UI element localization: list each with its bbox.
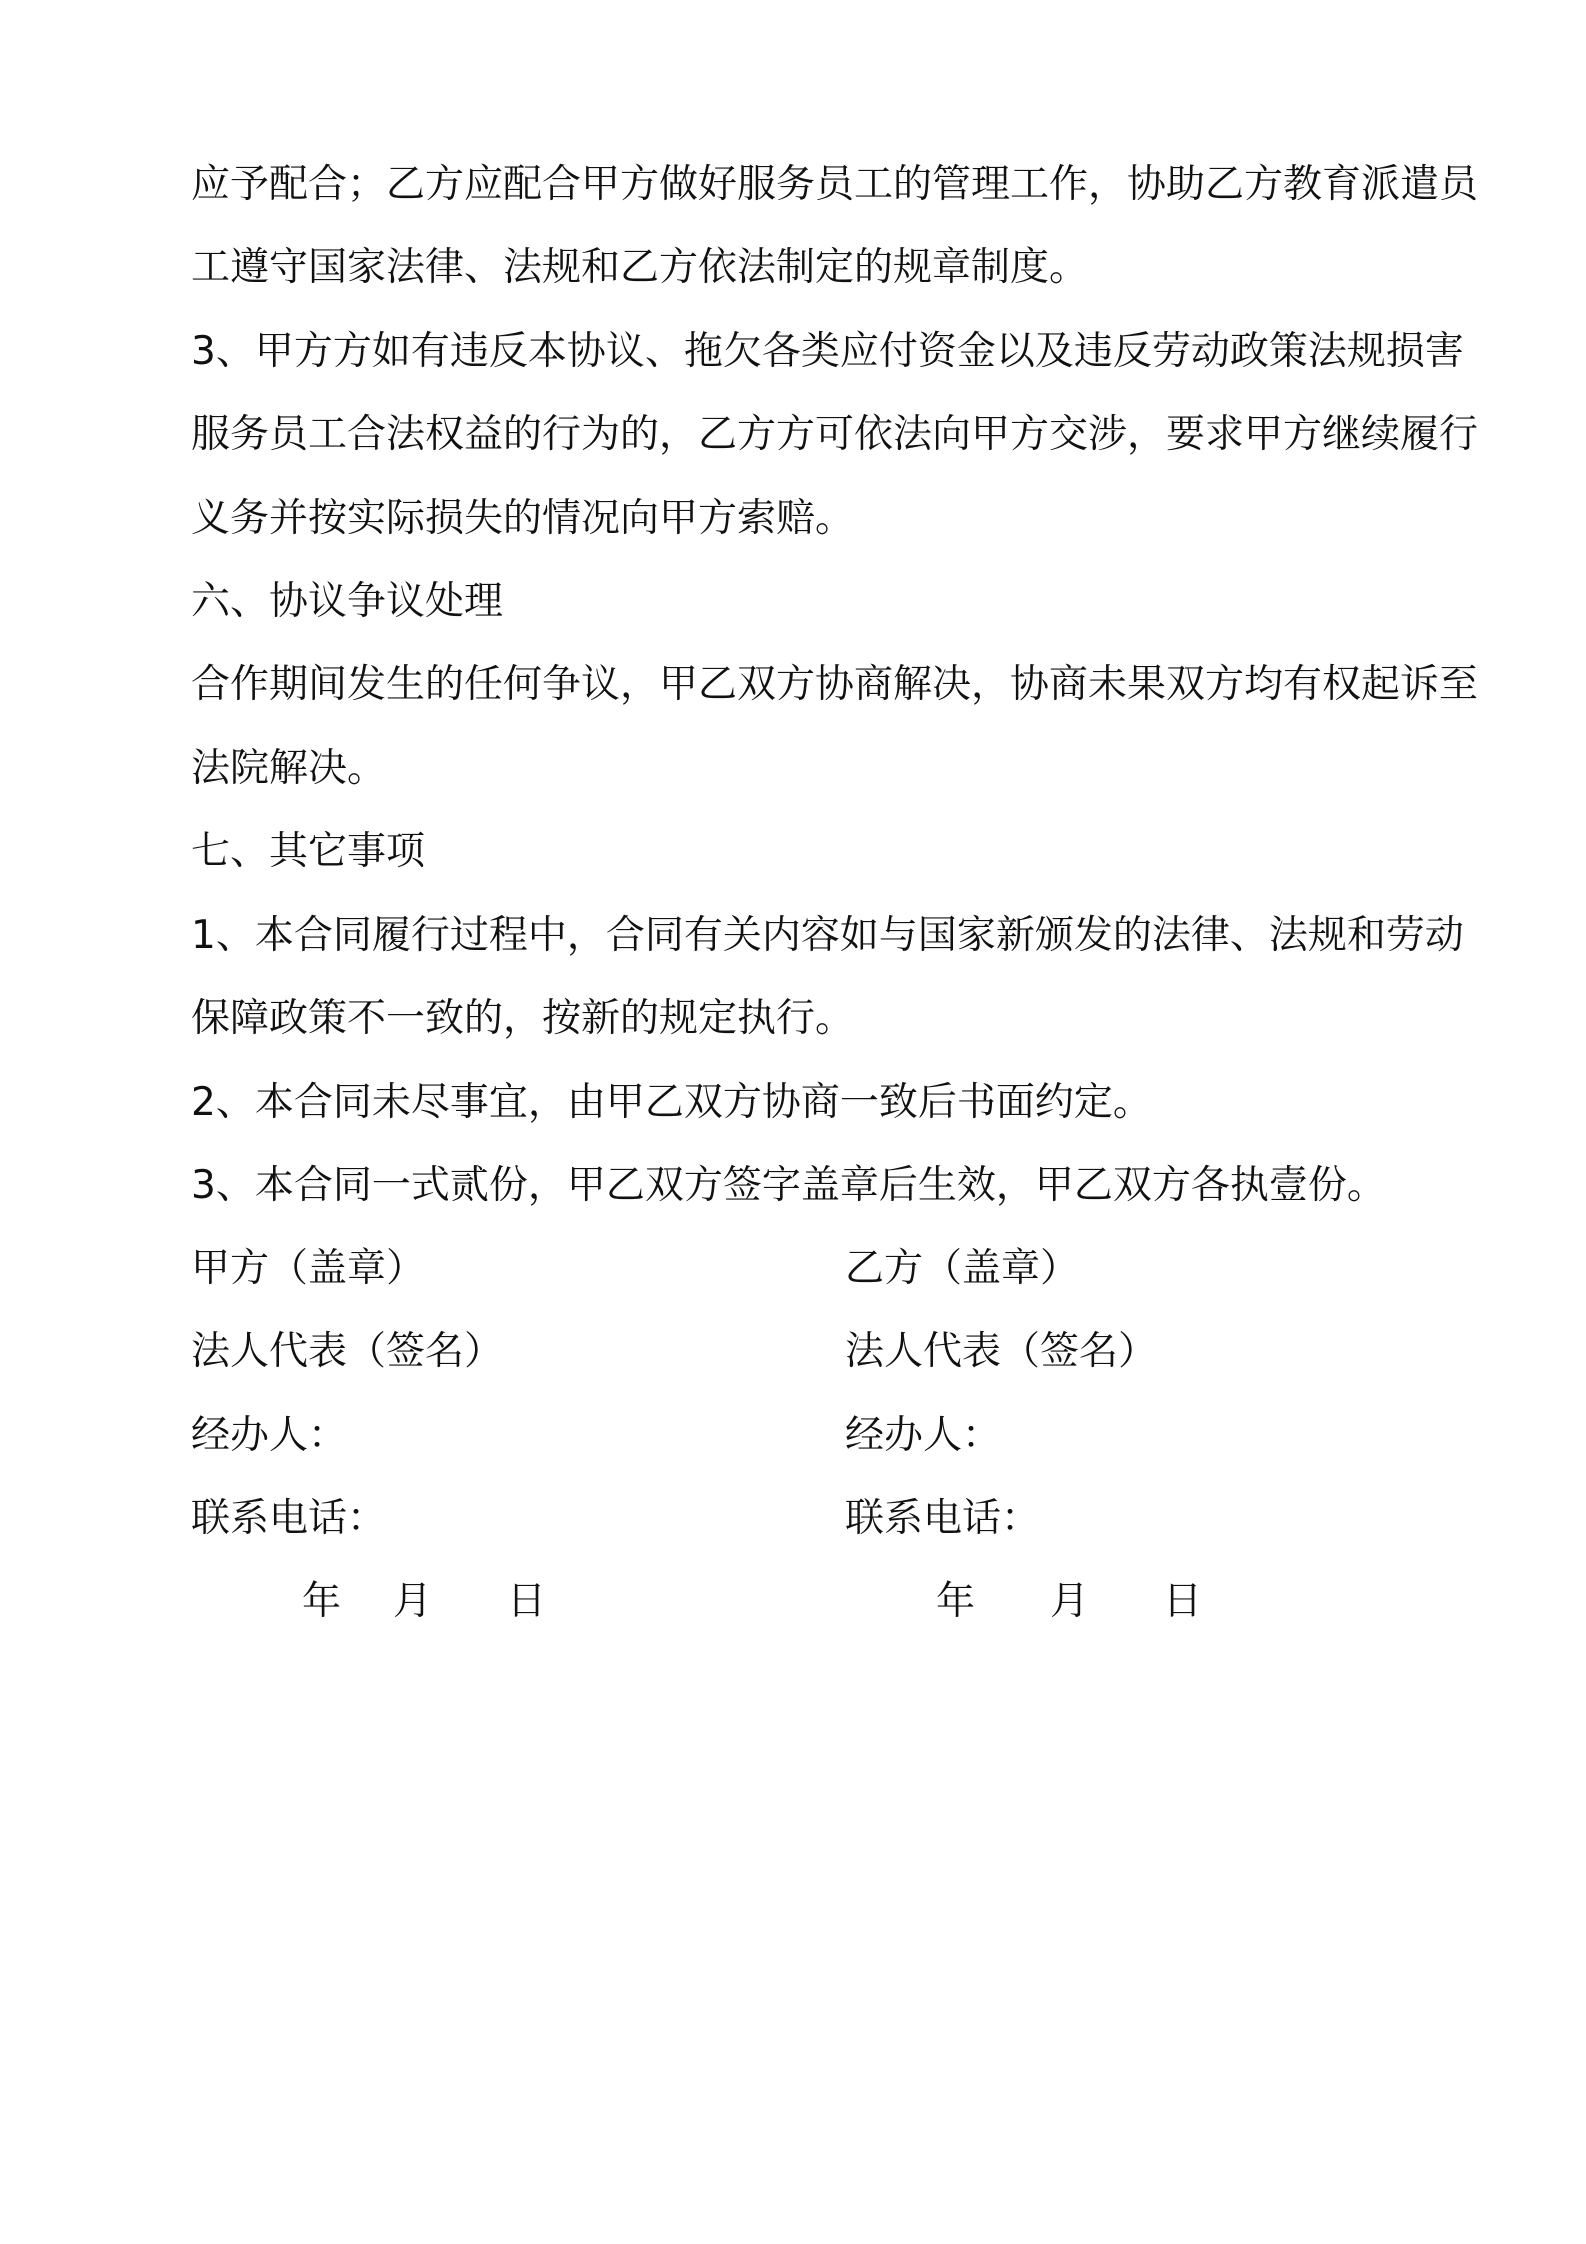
party-a-date-day: 日 — [507, 1579, 547, 1624]
party-b-seal-label: 乙方（盖章） — [845, 1246, 1080, 1291]
party-b-phone-label: 联系电话： — [845, 1496, 1041, 1541]
body-line-3: 3、甲方方如有违反本协议、拖欠各类应付资金以及违反劳动政策法规损害 — [191, 329, 1464, 374]
body-line-7: 合作期间发生的任何争议，甲乙双方协商解决，协商未果双方均有权起诉至 — [191, 662, 1479, 707]
body-line-4: 服务员工合法权益的行为的，乙方方可依法向甲方交涉，要求甲方继续履行 — [191, 412, 1479, 457]
party-a-date-year: 年 — [302, 1579, 342, 1624]
body-line-11: 保障政策不一致的，按新的规定执行。 — [191, 996, 855, 1041]
party-a-seal-label: 甲方（盖章） — [191, 1246, 426, 1291]
body-line-5: 义务并按实际损失的情况向甲方索赔。 — [191, 496, 855, 541]
body-line-10: 1、本合同履行过程中，合同有关内容如与国家新颁发的法律、法规和劳动 — [191, 913, 1464, 958]
body-line-2: 工遵守国家法律、法规和乙方依法制定的规章制度。 — [191, 245, 1089, 290]
section-heading-7: 七、其它事项 — [191, 829, 426, 874]
party-a-date-month: 月 — [393, 1579, 433, 1624]
party-a-phone-label: 联系电话： — [191, 1496, 387, 1541]
section-heading-6: 六、协议争议处理 — [191, 579, 504, 624]
body-line-1: 应予配合；乙方应配合甲方做好服务员工的管理工作，协助乙方教育派遣员 — [191, 162, 1479, 207]
body-line-8: 法院解决。 — [191, 746, 387, 791]
party-b-date-day: 日 — [1163, 1579, 1203, 1624]
party-b-rep-label: 法人代表（签名） — [845, 1329, 1158, 1374]
party-b-handler-label: 经办人： — [845, 1413, 1002, 1458]
body-line-12: 2、本合同未尽事宜，由甲乙双方协商一致后书面约定。 — [191, 1080, 1152, 1125]
party-b-date-month: 月 — [1050, 1579, 1090, 1624]
party-b-date-year: 年 — [936, 1579, 976, 1624]
body-line-13: 3、本合同一式贰份，甲乙双方签字盖章后生效，甲乙双方各执壹份。 — [191, 1163, 1386, 1208]
party-a-rep-label: 法人代表（签名） — [191, 1329, 504, 1374]
party-a-handler-label: 经办人： — [191, 1413, 348, 1458]
